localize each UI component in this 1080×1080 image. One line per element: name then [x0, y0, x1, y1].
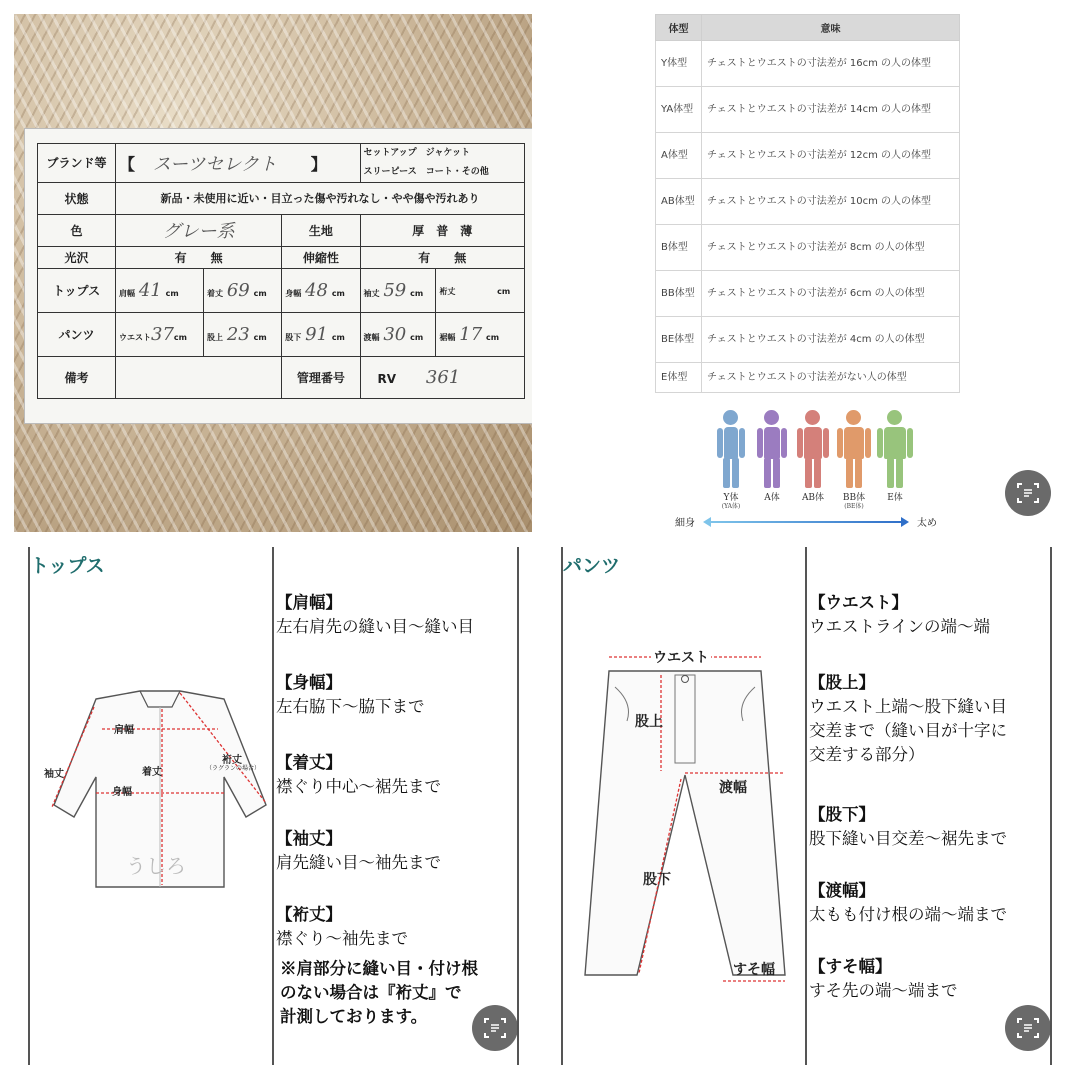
lens-icon — [1016, 1016, 1040, 1040]
divider — [517, 547, 519, 1065]
tops-guide-panel — [14, 547, 532, 1065]
pants-label: パンツ — [38, 312, 116, 356]
header-meaning: 意味 — [702, 15, 960, 41]
pants-guide-panel — [547, 547, 1065, 1065]
luster-label: 光沢 — [38, 246, 116, 268]
luster-value: 有 無 — [116, 246, 282, 268]
condition-value: 新品・未使用に近い・目立った傷や汚れなし・やや傷や汚れあり — [116, 182, 525, 214]
body-type-table — [655, 14, 960, 393]
body-figure-label: Y体 — [723, 493, 739, 503]
lens-search-button[interactable] — [472, 1005, 518, 1051]
diagram-shoulder-label: 肩幅 — [114, 725, 134, 736]
pants-thigh: 渡幅 30 cm — [360, 312, 436, 356]
brand-label: ブランド等 — [38, 144, 116, 183]
body-figure-label: AB体 — [801, 493, 825, 503]
tag-table — [37, 143, 525, 399]
lens-search-button[interactable] — [1005, 470, 1051, 516]
diagram-hem-label: すそ幅 — [733, 962, 775, 978]
diagram-sleeve-label: 袖丈 — [44, 769, 64, 780]
diagram-width-label: 身幅 — [112, 787, 132, 798]
divider — [1050, 547, 1052, 1065]
pants-rise-desc: 【股上】 ウエスト上端～股下縫い目 交差まで（縫い目が十字に 交差する部分） — [809, 673, 1007, 764]
body-figure — [713, 410, 749, 488]
body-figure-label: BB体 — [842, 493, 866, 503]
tops-length: 着丈 69 cm — [203, 268, 281, 312]
color-value: グレー系 — [162, 221, 235, 243]
body-figure-label: A体 — [764, 493, 780, 503]
mgmt-label: 管理番号 — [282, 356, 360, 398]
pants-diagram — [563, 647, 807, 997]
jacket-diagram — [30, 677, 274, 897]
arrow-right-label: 太め — [917, 518, 937, 529]
table-row: BE体型 チェストとウエストの寸法差が 4cm の人の体型 — [656, 317, 960, 363]
condition-label: 状態 — [38, 182, 116, 214]
body-type-panel — [547, 14, 1065, 532]
table-row: YA体型 チェストとウエストの寸法差が 14cm の人の体型 — [656, 87, 960, 133]
pants-hem: 裾幅 17 cm — [436, 312, 525, 356]
table-row: A体型 チェストとウエストの寸法差が 12cm の人の体型 — [656, 133, 960, 179]
pants-hem-desc: 【すそ幅】 すそ先の端～端まで — [809, 957, 958, 1000]
diagram-inseam-label: 股下 — [643, 872, 671, 888]
fabric-label: 生地 — [282, 214, 360, 246]
pants-rise: 股上 23 cm — [203, 312, 281, 356]
tops-shoulder-desc: 【肩幅】 左右肩先の縫い目～縫い目 — [276, 593, 474, 636]
brand-value: スーツセレクト — [152, 153, 277, 175]
body-figure — [795, 410, 831, 488]
tag-photo — [14, 14, 532, 532]
body-figure — [877, 410, 913, 488]
diagram-waist-label: ウエスト — [651, 647, 711, 667]
body-figures — [713, 410, 913, 510]
header-type: 体型 — [656, 15, 702, 41]
color-label: 色 — [38, 214, 116, 246]
body-figure-sublabel: (YA体) — [721, 503, 741, 510]
table-row: E体型 チェストとウエストの寸法差がない人の体型 — [656, 363, 960, 393]
mgmt-value: 361 — [425, 366, 461, 388]
slim-to-wide-arrow — [703, 519, 909, 525]
tops-sleeve: 袖丈 59 cm — [360, 268, 436, 312]
tops-length-desc: 【着丈】 襟ぐり中心～裾先まで — [276, 753, 441, 796]
tops-width: 身幅 48 cm — [282, 268, 360, 312]
table-row: B体型 チェストとウエストの寸法差が 8cm の人の体型 — [656, 225, 960, 271]
tops-sleeve-desc: 【袖丈】 肩先縫い目～袖先まで — [276, 829, 441, 872]
pants-waist-desc: 【ウエスト】 ウエストラインの端～端 — [809, 593, 991, 636]
brand-cell: 【 スーツセレクト 】 — [116, 144, 361, 183]
color-cell — [116, 214, 282, 246]
tops-yuki-desc: 【裄丈】 襟ぐり～袖先まで — [276, 905, 408, 948]
pants-waist: ウエスト37cm — [116, 312, 204, 356]
tops-width-desc: 【身幅】 左右脇下～脇下まで — [276, 673, 425, 716]
tops-yuki: 裄丈 cm — [436, 268, 525, 312]
diagram-thigh-label: 渡幅 — [719, 780, 747, 796]
diagram-length-label: 着丈 — [142, 767, 162, 778]
pants-title: パンツ — [563, 555, 621, 577]
fabric-value: 厚 普 薄 — [360, 214, 525, 246]
tops-title: トップス — [30, 555, 105, 577]
stretch-label: 伸縮性 — [282, 246, 360, 268]
diagram-yuki-label: 裄丈 — [222, 755, 242, 766]
mgmt-cell: RV 361 — [360, 356, 525, 398]
body-figure — [836, 410, 872, 488]
category-cell: セットアップ ジャケット スリーピース コート・その他 — [360, 144, 525, 183]
lens-search-button[interactable] — [1005, 1005, 1051, 1051]
body-figure — [754, 410, 790, 488]
lens-icon — [1016, 481, 1040, 505]
remarks-label: 備考 — [38, 356, 116, 398]
pants-inseam-desc: 【股下】 股下縫い目交差～裾先まで — [809, 805, 1007, 848]
lens-icon — [483, 1016, 507, 1040]
measurement-tag — [24, 128, 532, 424]
remarks-value — [116, 356, 282, 398]
table-row: AB体型 チェストとウエストの寸法差が 10cm の人の体型 — [656, 179, 960, 225]
diagram-rise-label: 股上 — [635, 714, 663, 730]
tops-shoulder: 肩幅 41 cm — [116, 268, 204, 312]
back-label: うしろ — [126, 854, 186, 878]
stretch-value: 有 無 — [360, 246, 525, 268]
body-figure-sublabel: (BE体) — [844, 503, 864, 510]
table-row: Y体型 チェストとウエストの寸法差が 16cm の人の体型 — [656, 41, 960, 87]
table-row: BB体型 チェストとウエストの寸法差が 6cm の人の体型 — [656, 271, 960, 317]
pants-thigh-desc: 【渡幅】 太もも付け根の端～端まで — [809, 881, 1007, 924]
tops-label: トップス — [38, 268, 116, 312]
arrow-left-label: 細身 — [675, 518, 695, 529]
diagram-yuki-note: （ラグランの場合） — [206, 765, 261, 772]
pants-inseam: 股下 91 cm — [282, 312, 360, 356]
body-figure-label: E体 — [887, 493, 903, 503]
tops-note: ※肩部分に縫い目・付け根 のない場合は『裄丈』で 計測しております。 — [280, 959, 478, 1026]
